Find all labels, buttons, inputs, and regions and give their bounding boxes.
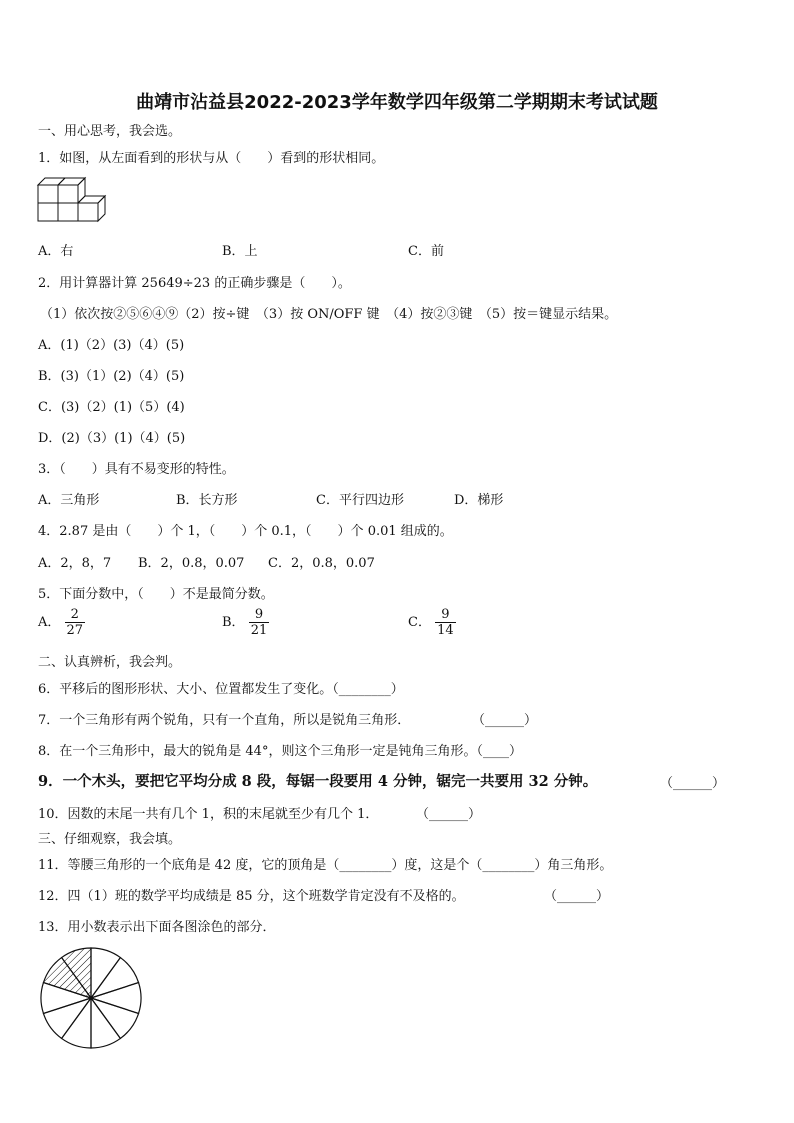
q2-option-d: D．(2)（3）(1)（4）(5) (38, 431, 186, 446)
circle-sector (91, 998, 139, 1038)
fraction-c (435, 607, 456, 638)
question-3: 3．（ ）具有不易变形的特性。 (38, 462, 235, 477)
q4-option-b: B．2，0.8，0.07 (138, 556, 245, 571)
section-3-heading: 三、仔细观察，我会填。 (38, 832, 182, 847)
question-4: 4．2.87 是由（ ）个 1，（ ）个 0.1，（ ）个 0.01 组成的。 (38, 524, 453, 539)
q5-option-a (38, 607, 85, 638)
q3-option-a: A．三角形 (38, 493, 100, 508)
q2-option-a: A．(1)（2）(3)（4）(5) (38, 338, 185, 353)
shaded-circle-figure (38, 945, 144, 1051)
question-6: 6．平移后的图形形状、大小、位置都发生了变化。（________） (38, 682, 404, 697)
question-7: 7．一个三角形有两个锐角，只有一个直角，所以是锐角三角形． (38, 713, 411, 728)
q1-option-c: C．前 (408, 244, 444, 259)
circle-sector (43, 998, 91, 1038)
question-8: 8．在一个三角形中，最大的锐角是 44°，则这个三角形一定是钝角三角形。（____） (38, 744, 522, 759)
q1-option-a: A．右 (38, 244, 74, 259)
q2-option-c: C．(3)（2）(1)（5）(4) (38, 400, 185, 415)
fraction-a (65, 607, 86, 638)
question-5: 5．下面分数中，（ ）不是最简分数。 (38, 587, 274, 602)
q10-answer-blank[interactable]: （______） (416, 807, 482, 822)
q2-option-b: B．(3)（1）(2)（4）(5) (38, 369, 185, 384)
question-11: 11．等腰三角形的一个底角是 42 度，它的顶角是（________）度，这是个（________）角三角形。 (38, 858, 613, 873)
question-1: 1．如图，从左面看到的形状与从（ ）看到的形状相同。 (38, 151, 385, 166)
fraction-a-numerator: 2 (70, 607, 79, 622)
q12-answer-blank[interactable]: （______） (544, 889, 610, 904)
fraction-b-numerator: 9 (254, 607, 264, 622)
q4-option-a: A．2，8，7 (38, 556, 112, 571)
q5-b-label: B． (222, 615, 245, 630)
question-9: 9．一个木头，要把它平均分成 8 段，每锯一段要用 4 分钟，锯完一共要用 32 分钟。 (38, 773, 598, 790)
q5-a-label: A． (38, 615, 61, 630)
fraction-b (249, 607, 270, 638)
question-10: 10．因数的末尾一共有几个 1，积的末尾就至少有几个 1． (38, 807, 379, 822)
question-12: 12．四（1）班的数学平均成绩是 85 分，这个班数学肯定没有不及格的。 (38, 889, 465, 904)
q5-c-label: C． (408, 615, 431, 630)
q3-option-d: D．梯形 (454, 493, 504, 508)
q3-option-b: B．长方形 (176, 493, 238, 508)
fraction-a-denominator: 27 (66, 623, 84, 638)
section-1-heading: 一、用心思考，我会选。 (38, 124, 182, 139)
question-13: 13．用小数表示出下面各图涂色的部分． (38, 920, 276, 935)
question-2: 2．用计算器计算 25649÷23 的正确步骤是（ ）。 (38, 276, 351, 291)
page-title: 曲靖市沾益县2022-2023学年数学四年级第二学期期末考试试题 (136, 92, 658, 113)
q1-option-b: B．上 (222, 244, 258, 259)
q4-option-c: C．2，0.8，0.07 (268, 556, 375, 571)
q5-option-b (222, 607, 269, 638)
q3-option-c: C．平行四边形 (316, 493, 404, 508)
circle-sector (91, 958, 139, 998)
fraction-b-denominator: 21 (250, 623, 268, 638)
section-2-heading: 二、认真辨析，我会判。 (38, 655, 182, 670)
q7-answer-blank[interactable]: （______） (472, 713, 538, 728)
q5-option-c (408, 607, 456, 638)
q9-answer-blank[interactable]: （______） (660, 776, 726, 791)
fraction-c-numerator: 9 (441, 607, 450, 622)
cube-figure (36, 175, 114, 225)
q2-steps: （1）依次按②⑤⑥④⑨（2）按÷键 （3）按 ON/OFF 键 （4）按②③键 （5）按＝键显示结果。 (40, 307, 618, 322)
fraction-c-denominator: 14 (437, 623, 454, 638)
